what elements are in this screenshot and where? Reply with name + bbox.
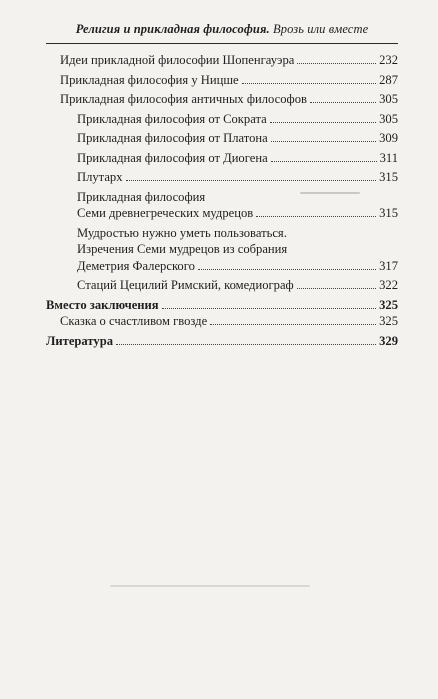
toc-page-number: 329 <box>379 333 398 348</box>
toc-page-number: 311 <box>379 150 398 165</box>
toc-entry <box>46 52 398 69</box>
toc-entry-title: Идеи прикладной философии Шопенгауэра <box>60 53 295 67</box>
header-title: Религия и прикладная философия. <box>75 22 270 36</box>
dot-leader <box>198 269 376 270</box>
toc-entry-title: Прикладная философия античных философов <box>60 92 307 106</box>
toc-page-number: 305 <box>379 92 398 106</box>
dot-leader <box>271 141 376 142</box>
dot-leader <box>297 63 376 64</box>
toc-entry-row <box>77 205 398 222</box>
toc-entry-row <box>77 111 398 128</box>
toc-entry-row <box>77 258 398 275</box>
toc-entry-title: Стаций Цецилий Римский, комедиограф <box>77 278 294 292</box>
dot-leader <box>116 344 376 345</box>
toc-entry-title: Прикладная философия от Платона <box>77 131 268 145</box>
toc-entry-row <box>77 169 398 186</box>
toc-page-number: 315 <box>379 170 398 184</box>
dot-leader <box>271 161 377 162</box>
running-header <box>46 22 398 37</box>
toc-entry <box>46 313 398 330</box>
toc-entry-title: Семи древнегреческих мудрецов <box>77 206 254 220</box>
toc-entry-title: Деметрия Фалерского <box>77 258 195 273</box>
bleed-through-mark <box>110 585 310 587</box>
toc-entry-row <box>46 297 398 314</box>
toc-entry-title: Прикладная философия от Диогена <box>77 150 268 165</box>
toc-page-number: 232 <box>379 53 398 67</box>
toc-entry-row <box>77 277 398 294</box>
toc-entry-row <box>60 313 398 330</box>
toc-entry-title: Прикладная философия от Сократа <box>77 111 267 126</box>
toc-page-number: 309 <box>379 131 398 145</box>
toc-entry-row <box>77 130 398 147</box>
toc-page-number: 317 <box>379 258 398 273</box>
dot-leader <box>242 83 376 84</box>
table-of-contents <box>46 52 398 349</box>
toc-page-number: 322 <box>379 278 398 292</box>
toc-entry-title: Вместо заключения <box>46 297 159 312</box>
toc-entry <box>46 277 398 294</box>
toc-entry-row <box>60 52 398 69</box>
toc-entry <box>46 91 398 108</box>
dot-leader <box>297 288 376 289</box>
dot-leader <box>256 216 376 217</box>
toc-entry <box>46 72 398 89</box>
dot-leader <box>210 324 376 325</box>
dot-leader <box>126 180 377 181</box>
toc-entry <box>46 297 398 314</box>
toc-page-number: 325 <box>379 297 398 312</box>
toc-entry <box>46 333 398 350</box>
toc-entry-title: Прикладная философия у Ницше <box>60 72 239 87</box>
toc-entry-title: Сказка о счастливом гвозде <box>60 314 208 328</box>
toc-entry-row <box>77 150 398 167</box>
toc-entry-row <box>60 91 398 108</box>
toc-entry <box>46 225 398 275</box>
dot-leader <box>270 122 376 123</box>
toc-entry <box>46 169 398 186</box>
toc-entry-title-line: Прикладная философия <box>77 189 206 204</box>
toc-entry <box>46 150 398 167</box>
dot-leader <box>162 308 376 309</box>
dot-leader <box>310 102 376 103</box>
toc-page-number: 325 <box>379 314 398 328</box>
toc-entry-title-line: Изречения Семи мудрецов из собрания <box>77 242 288 256</box>
toc-entry-title: Плутарх <box>77 170 123 184</box>
toc-entry-title: Литература <box>46 333 114 348</box>
header-rule <box>46 43 398 44</box>
toc-entry <box>46 130 398 147</box>
toc-page-number: 315 <box>379 206 398 220</box>
header-subtitle: Врозь или вместе <box>272 22 369 36</box>
toc-entry <box>46 111 398 128</box>
toc-entry-row <box>60 72 398 89</box>
bleed-through-mark <box>300 192 360 194</box>
toc-page-number: 287 <box>379 72 398 87</box>
toc-entry-row <box>46 333 398 350</box>
toc-entry-title-line: Мудростью нужно уметь пользоваться. <box>77 225 287 240</box>
toc-page-number: 305 <box>379 111 398 126</box>
